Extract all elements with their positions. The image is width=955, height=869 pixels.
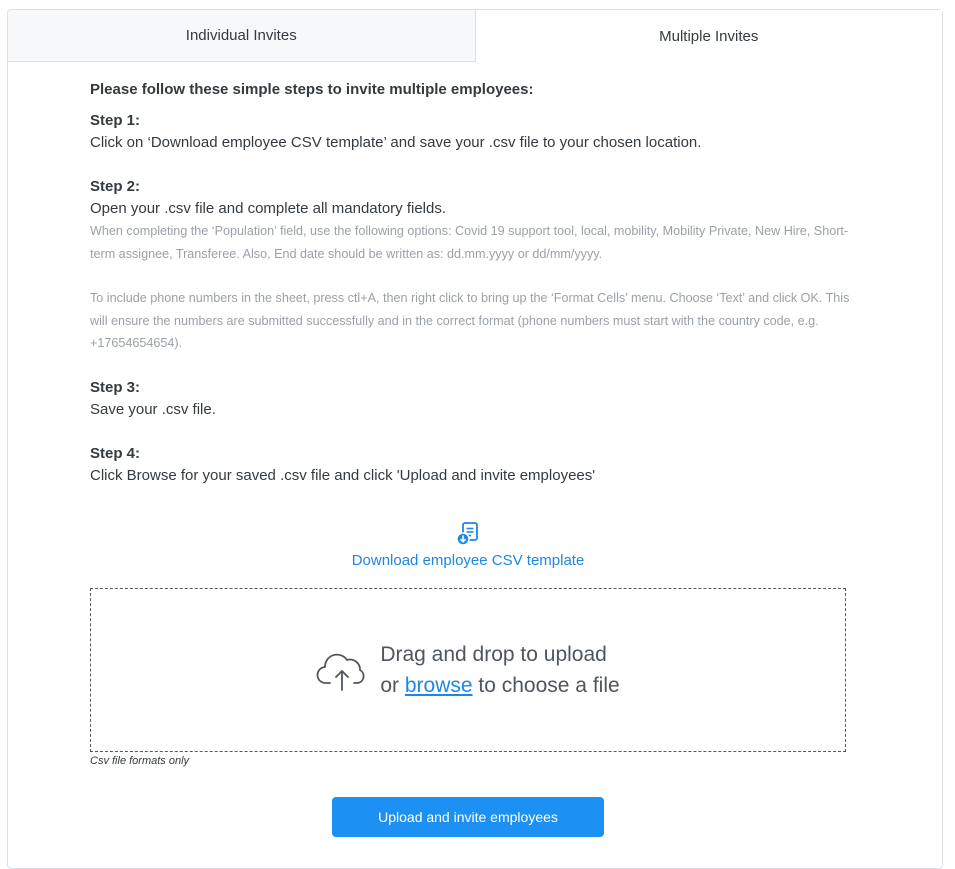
step-3 — [90, 377, 850, 421]
tab-individual-invites[interactable]: Individual Invites — [8, 10, 476, 62]
step-title: Step 1: — [90, 112, 141, 129]
download-csv-template-link[interactable] — [90, 520, 846, 569]
instructions-panel — [90, 80, 850, 509]
step-title: Step 2: — [90, 178, 141, 195]
download-csv-template-label[interactable]: Download employee CSV template — [351, 552, 585, 569]
tab-multiple-invites[interactable]: Multiple Invites — [476, 10, 943, 62]
browse-link[interactable]: browse — [404, 674, 473, 697]
upload-and-invite-button[interactable]: Upload and invite employees — [332, 797, 604, 837]
invite-tabs — [8, 10, 942, 62]
step-title: Step 4: — [90, 444, 141, 462]
step-1 — [90, 110, 850, 154]
file-dropzone[interactable] — [90, 588, 846, 752]
step-text: Click on ‘Download employee CSV template’ and save your .csv file to your chosen location. — [90, 134, 702, 151]
dropzone-or: or — [380, 674, 400, 697]
cloud-upload-icon — [316, 649, 368, 693]
step-text: Open your .csv file and complete all mandatory fields. — [90, 200, 447, 217]
dropzone-line-2 — [380, 670, 619, 701]
step-title: Step 3: — [90, 378, 141, 396]
step-text: Click Browse for your saved .csv file and click 'Upload and invite employees' — [90, 466, 596, 484]
step-note-population: When completing the ‘Population’ field, use the following options: Covid 19 support tool, local, mobility, Mobility Private, New Hire, Short-term assignee, Transferee. Also, End date should be written as: dd.mm.yyyy or dd/mm/yyyy. — [90, 224, 849, 261]
file-formats-note: Csv file formats only — [90, 755, 190, 767]
step-note-phone-numbers: To include phone numbers in the sheet, press ctl+A, then right click to bring up the ‘Format Cells’ menu. Choose ‘Text’ and click OK. This will ensure the numbers are submitted successfully and in the correct format (phone numbers must start with the country code, e.g. +17654654654). — [90, 291, 850, 350]
step-text: Save your .csv file. — [90, 400, 216, 418]
instructions-intro: Please follow these simple steps to invite multiple employees: — [90, 81, 534, 98]
dropzone-line-1: Drag and drop to upload — [380, 643, 607, 666]
dropzone-content — [316, 639, 619, 701]
download-file-icon — [454, 520, 482, 548]
dropzone-suffix: to choose a file — [478, 674, 620, 697]
step-4 — [90, 443, 850, 487]
step-2 — [90, 176, 850, 355]
dropzone-text — [380, 639, 619, 701]
